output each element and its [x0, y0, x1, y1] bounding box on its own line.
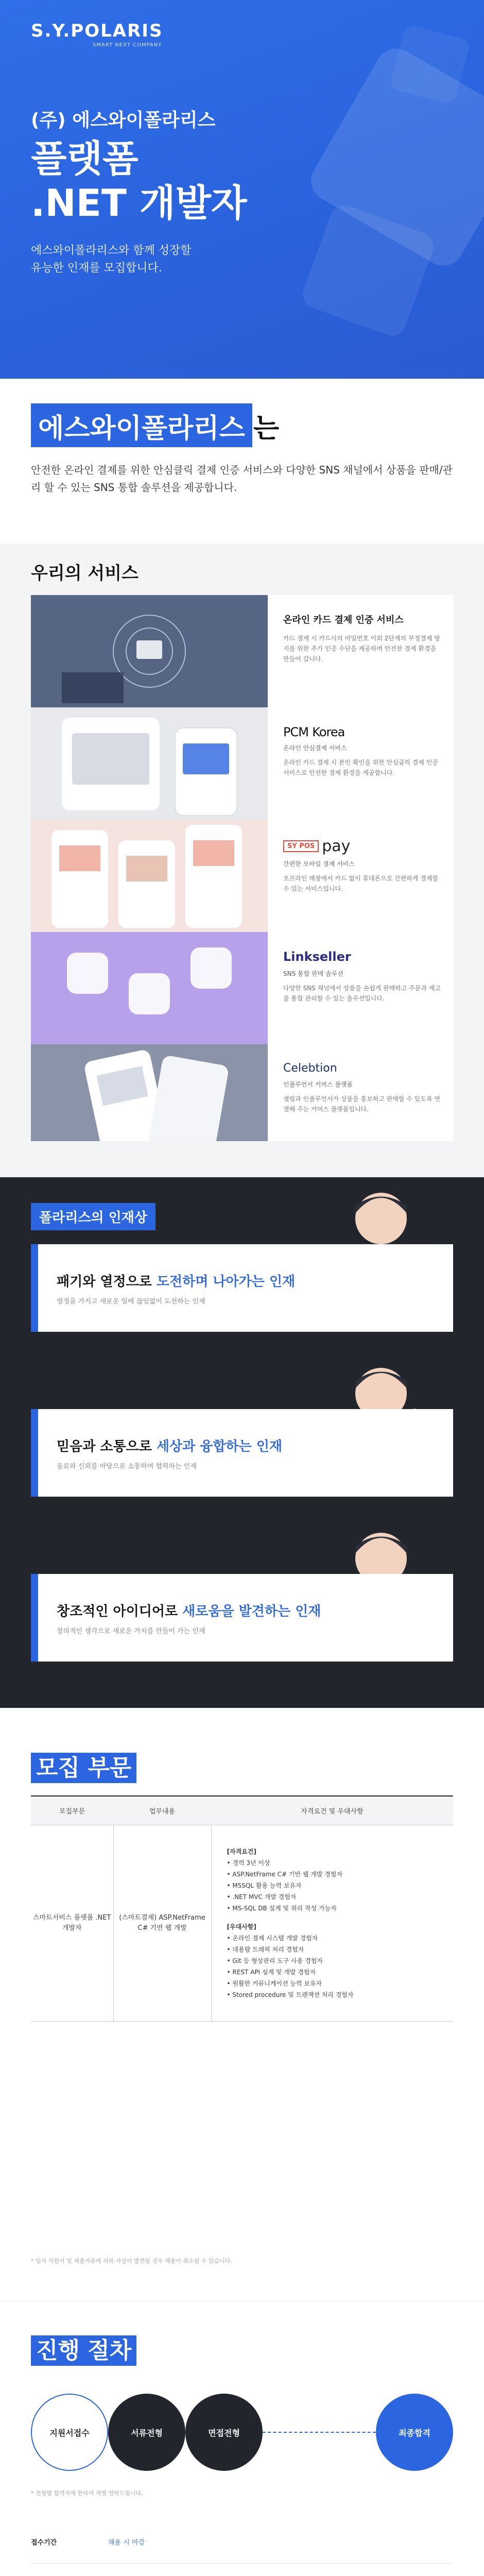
service-sub: 간편한 모바일 결제 서비스 [283, 860, 355, 868]
pay-logo [283, 837, 443, 855]
talent-card [31, 1244, 453, 1332]
service-sub: 온라인 안심결제 서비스 [283, 744, 347, 752]
info-row [31, 2522, 453, 2564]
intro-section [0, 379, 484, 544]
info-row [31, 2564, 453, 2576]
talent-pre: 패기와 열정으로 [57, 1274, 157, 1290]
requirements-group-title: [우대사항] [227, 1923, 256, 1930]
service-text [283, 950, 443, 1004]
logo-subtext: SMART NEXT COMPANY [93, 42, 162, 48]
talent-headline [57, 1601, 321, 1620]
requirements-cell [211, 1825, 453, 2021]
service-text [283, 1062, 443, 1114]
section-divider [0, 1141, 484, 1177]
table-header: 자격요건 및 우대사항 [211, 1796, 453, 1825]
talent-headline [57, 1436, 282, 1455]
service-text [283, 613, 443, 664]
requirement-line: • 경력 3년 이상 [227, 1859, 270, 1867]
intro-suffix: 는 [253, 413, 280, 444]
section-title-text: 진행 절차 [31, 2335, 136, 2366]
desc-line: 에스와이폴라리스와 함께 성장할 [31, 244, 192, 257]
section-title [31, 2332, 136, 2365]
info-value-text: 채용 시 마감 [108, 2538, 145, 2547]
section-title [31, 1749, 136, 1782]
requirement-line: • 대용량 트래픽 처리 경험자 [227, 1945, 304, 1953]
service-card [31, 932, 453, 1044]
talent-headline [57, 1271, 295, 1290]
service-photo-linkseller [31, 932, 268, 1044]
talent-card [31, 1409, 453, 1497]
requirement-line: • REST API 설계 및 개발 경험자 [227, 1968, 316, 1976]
table-header: 모집부문 [31, 1796, 113, 1825]
process-connector [263, 2432, 376, 2433]
service-card [31, 1044, 453, 1141]
linkseller-logo: Linkseller [283, 950, 351, 964]
section-title-text: 모집 부문 [31, 1753, 136, 1783]
requirement-line: • 온라인 결제 시스템 개발 경험자 [227, 1934, 318, 1942]
service-card [31, 820, 453, 932]
process-step: 면접전형 [185, 2394, 263, 2471]
talent-sub: 창의적인 생각으로 새로운 가치를 만들어 가는 인재 [57, 1628, 205, 1635]
service-info: 다양한 SNS 채널에서 상품을 손쉽게 판매하고 주문과 재고를 통합 관리할 수 있는 솔루션입니다. [283, 985, 441, 1002]
talent-card [31, 1574, 453, 1662]
process-step: 지원서접수 [31, 2394, 108, 2471]
talent-highlight: 세상과 융합하는 인재 [156, 1439, 283, 1454]
division-cell: 스마트서비스 플랫폼 .NET 개발자 [31, 1825, 113, 2021]
talent-pre: 창조적인 아이디어로 [57, 1604, 183, 1619]
table-row [31, 1825, 453, 2021]
requirement-line: • Stored procedure 및 트랜잭션 처리 경험자 [227, 1991, 354, 1998]
logo-text: S.Y.POLARIS [31, 21, 163, 41]
page-title [31, 137, 247, 225]
process-note: * 전형별 합격자에 한하여 개별 연락드립니다. [31, 2490, 143, 2497]
service-photo-pcm [31, 707, 268, 820]
service-name: 온라인 카드 결제 인증 서비스 [283, 615, 404, 625]
process-step: 최종합격 [376, 2394, 453, 2471]
requirement-line: • MSSQL 활용 능력 보유자 [227, 1882, 302, 1889]
title-line: 플랫폼 [31, 137, 139, 180]
hero-description [31, 242, 192, 277]
requirement-line: • ASP.NetFrame C# 기반 웹 개발 경험자 [227, 1870, 343, 1878]
recruit-note: * 입사 지원서 및 제출서류에 허위 사실이 발견될 경우 채용이 취소될 수 있습니다. [31, 2258, 232, 2264]
requirements-group-title: [자격요건] [227, 1848, 256, 1855]
company-name: (주) 에스와이폴라리스 [31, 110, 216, 131]
talent-pre: 믿음과 소통으로 [57, 1439, 157, 1454]
recruit-section [0, 1708, 484, 2300]
brand-pay: pay [322, 837, 351, 855]
talent-tag: 폴라리스의 인재상 [31, 1203, 155, 1230]
duties-cell: (스마트결제) ASP.NetFrame C# 기반 웹 개발 [113, 1825, 211, 2021]
service-info: 오프라인 매장에서 카드 없이 휴대폰으로 간편하게 결제할 수 있는 서비스입니다. [283, 875, 439, 892]
talent-sub: 열정을 가지고 새로운 일에 끊임없이 도전하는 인재 [57, 1298, 205, 1306]
service-sub: SNS 통합 판매 솔루션 [283, 970, 343, 977]
title-line: .NET 개발자 [31, 181, 247, 225]
service-info: 셀럽과 인플루언서가 상품을 홍보하고 판매할 수 있도록 연결해 주는 커머스 플랫폼입니다. [283, 1095, 440, 1113]
intro-highlight: 에스와이폴라리스 [31, 403, 252, 447]
requirement-line: • .NET MVC 개발 경험자 [227, 1893, 297, 1901]
company-logo [31, 21, 163, 48]
service-card [31, 595, 453, 707]
info-value [108, 2538, 145, 2548]
service-card [31, 707, 453, 820]
talent-card-bar [31, 1574, 38, 1662]
celebtion-logo: Celebtion [283, 1062, 337, 1075]
talent-section [0, 1141, 484, 1708]
desc-line: 유능한 인재를 모집합니다. [31, 262, 162, 275]
recruit-table [31, 1795, 453, 2022]
table-header: 업무내용 [113, 1796, 211, 1825]
requirement-line: • 원활한 커뮤니케이션 능력 보유자 [227, 1979, 322, 1987]
brand-name: PCM [283, 725, 308, 739]
talent-highlight: 도전하며 나아가는 인재 [156, 1274, 296, 1290]
pcm-logo [283, 725, 443, 739]
intro-body: 안전한 온라인 결제를 위한 안심클릭 결제 인증 서비스와 다양한 SNS 채널에서 상품을 판매/관리 할 수 있는 SNS 통합 솔루션을 제공합니다. [31, 464, 453, 494]
brand-suffix: Korea [312, 725, 345, 739]
service-sub: 인플루언서 커머스 플랫폼 [283, 1081, 353, 1088]
intro-headline [31, 403, 279, 447]
service-text [283, 837, 443, 894]
requirement-line: • MS-SQL DB 설계 및 쿼리 작성 가능자 [227, 1904, 337, 1912]
service-photo-pay [31, 820, 268, 932]
talent-card-bar [31, 1409, 38, 1497]
service-info: 온라인 카드 결제 시 본인 확인을 위한 안심클릭 결제 인증 서비스로 안전한 결제 환경을 제공합니다. [283, 759, 438, 776]
talent-card-bar [31, 1244, 38, 1332]
table-header-row [31, 1796, 453, 1825]
service-photo-card-auth [31, 595, 268, 707]
hero-section [0, 0, 484, 379]
info-key: 접수기간 [31, 2538, 57, 2547]
requirement-line: • Git 등 형상관리 도구 사용 경험자 [227, 1957, 323, 1964]
talent-highlight: 새로움을 발견하는 인재 [182, 1604, 321, 1619]
section-title: 우리의 서비스 [31, 563, 139, 584]
process-section [0, 2300, 484, 2576]
service-info: 카드 결제 시 카드사의 비밀번호 이외 2단계의 부정결제 방지를 위한 추가 인증 수단을 제공하며 안전한 결제 환경을 만들어 갑니다. [283, 635, 440, 663]
service-photo-celebtion [31, 1044, 268, 1141]
process-step: 서류전형 [108, 2394, 185, 2471]
talent-sub: 동료와 신뢰를 바탕으로 소통하며 협력하는 인재 [57, 1463, 197, 1470]
service-text [283, 725, 443, 778]
services-section [0, 544, 484, 1141]
brand-box: SY POS [283, 840, 319, 852]
